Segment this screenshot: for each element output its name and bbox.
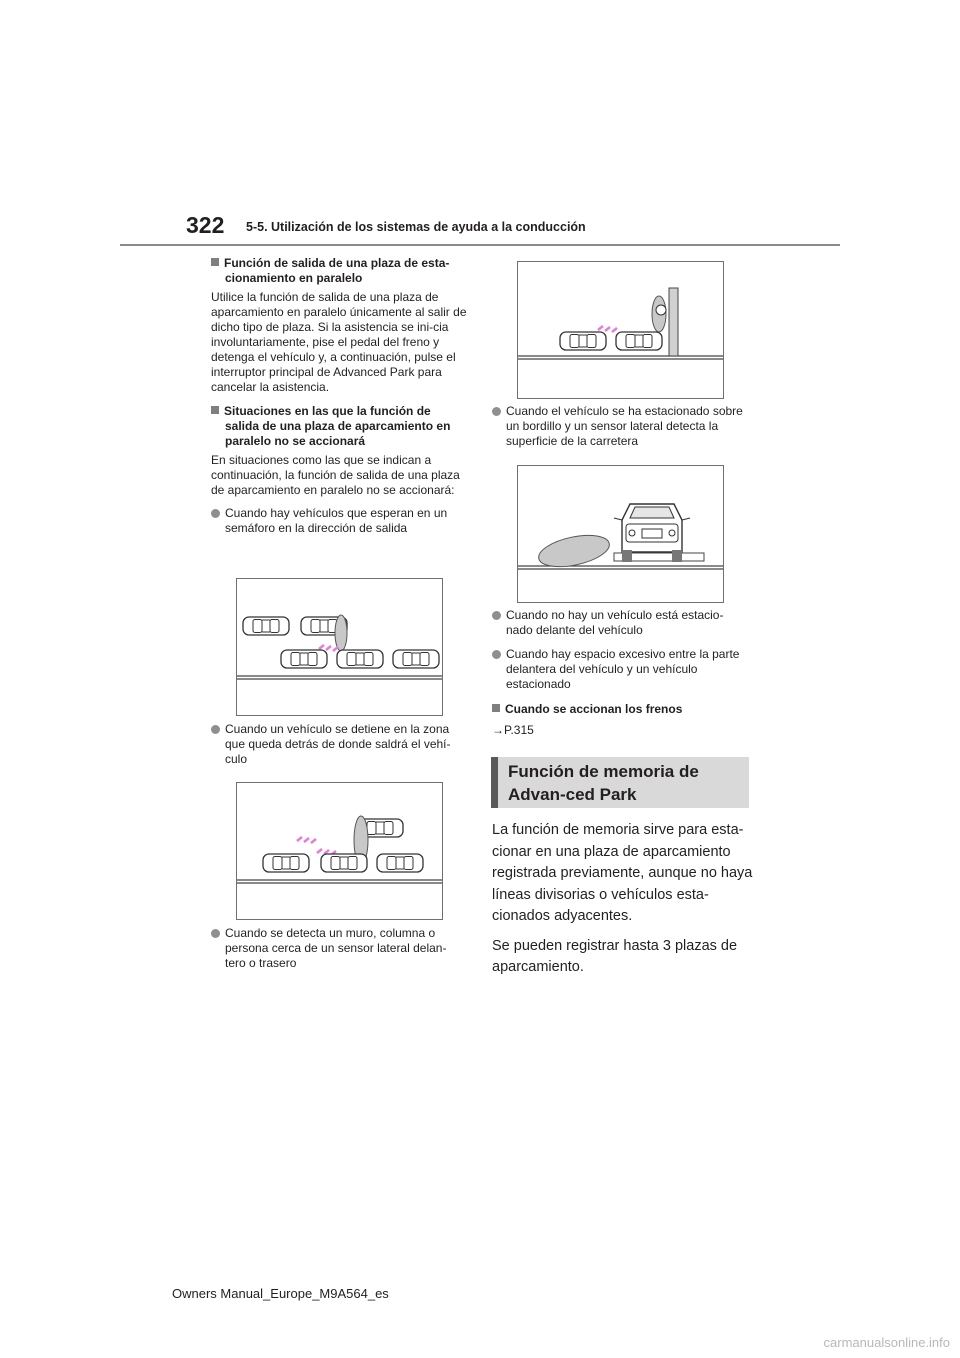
heading-parallel-exit: Función de salida de una plaza de esta-cionamiento en paralelo <box>211 256 467 286</box>
bullet-wall-detected: Cuando se detecta un muro, columna o persona cerca de un sensor lateral delan-tero o trasero <box>211 926 467 971</box>
section-box-memory-function: Función de memoria de Advan-ced Park <box>491 757 749 808</box>
heading-not-operate: Situaciones en las que la función de salida de una plaza de aparcamiento en paralelo no se accionará <box>211 404 467 449</box>
square-bullet-icon <box>211 406 219 414</box>
round-bullet-icon <box>492 407 501 416</box>
round-bullet-icon <box>492 611 501 620</box>
figure-vehicle-behind <box>236 782 443 920</box>
arrow-right-icon: → <box>492 723 504 737</box>
paragraph-situations: En situaciones como las que se indican a continuación, la función de salida de una plaza de aparcamiento en paralelo no se accionará: <box>211 453 460 497</box>
square-bullet-icon <box>211 258 219 266</box>
bullet-curb: Cuando el vehículo se ha estacionado sobre un bordillo y un sensor lateral detecta la superficie de la carretera <box>492 404 750 449</box>
page-number: 322 <box>186 212 225 238</box>
round-bullet-icon <box>492 650 501 659</box>
figure-wall <box>517 261 724 399</box>
bullet-excess-space: Cuando hay espacio excesivo entre la parte delantera del vehículo y un vehículo estacionado <box>492 647 750 692</box>
paragraph-parallel-exit: Utilice la función de salida de una plaza de aparcamiento en paralelo únicamente al salir de dicho tipo de plaza. Si la asistencia se ini-cia involuntariamente, pise el pedal del freno y detenga el vehículo y, a continuación, pulse el interruptor principal de Advanced Park para cancelar la asistencia. <box>211 290 467 394</box>
round-bullet-icon <box>211 929 220 938</box>
figure-waiting-vehicles <box>236 578 443 716</box>
round-bullet-icon <box>211 509 220 518</box>
square-bullet-icon <box>492 704 500 712</box>
bullet-waiting-vehicles: Cuando hay vehículos que esperan en un semáforo en la dirección de salida <box>211 506 467 536</box>
section-title: 5-5. Utilización de los sistemas de ayuda a la conducción <box>246 220 586 234</box>
watermark-text: carmanualsonline.info <box>823 1335 950 1350</box>
round-bullet-icon <box>211 725 220 734</box>
page-reference[interactable]: →P.315 <box>492 723 534 737</box>
footer-text: Owners Manual_Europe_M9A564_es <box>172 1286 389 1301</box>
left-column-3 <box>211 926 467 971</box>
figure-curb <box>517 465 724 603</box>
right-column-1 <box>492 404 750 449</box>
paragraph-register-slots: Se pueden registrar hasta 3 plazas de aparcamiento. <box>492 937 738 975</box>
paragraph-memory-function: La función de memoria sirve para esta-cionar en una plaza de aparcamiento registrada previamente, aunque no haya líneas divisorias o vehículos esta-cionados adyacentes. <box>492 822 753 924</box>
left-column-2 <box>211 722 467 767</box>
right-column-3 <box>492 820 754 979</box>
right-column-2 <box>492 608 750 738</box>
bullet-vehicle-behind: Cuando un vehículo se detiene en la zona que queda detrás de donde saldrá el vehí-culo <box>211 722 467 767</box>
header-rule <box>120 244 840 246</box>
heading-brakes: Cuando se accionan los frenos <box>492 702 750 717</box>
left-column <box>211 256 467 536</box>
bullet-no-vehicle-front: Cuando no hay un vehículo está estacio-nado delante del vehículo <box>492 608 750 638</box>
